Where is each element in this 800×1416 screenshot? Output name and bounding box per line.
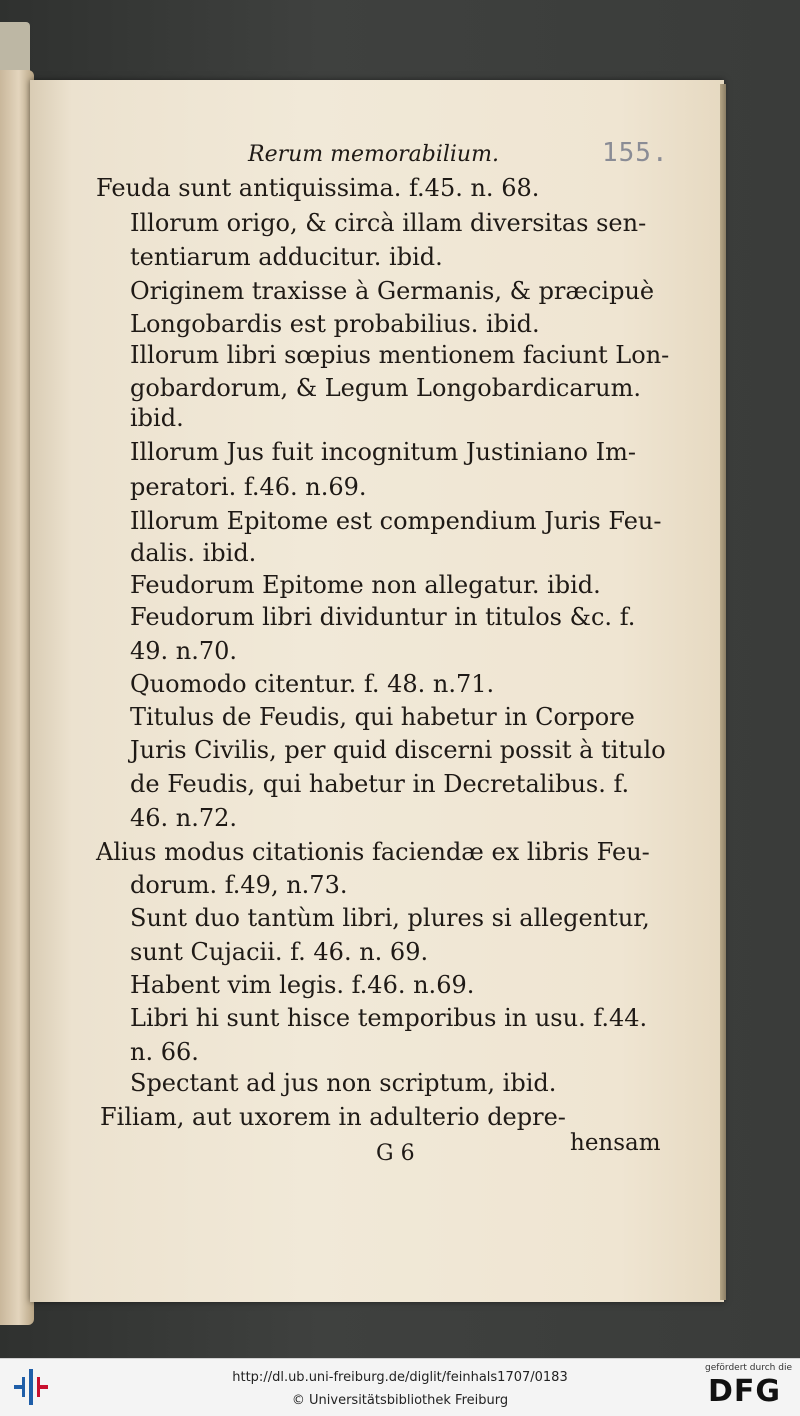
- index-line: Titulus de Feudis, qui habetur in Corpore: [130, 703, 635, 731]
- index-line: gobardorum, & Legum Longobardicarum.: [130, 374, 641, 402]
- index-line: Juris Civilis, per quid discerni possit à titulo: [130, 736, 666, 764]
- index-line: Feudorum libri dividuntur in titulos &c. f.: [130, 603, 636, 631]
- index-line: de Feudis, qui habetur in Decretalibus. f.: [130, 770, 630, 798]
- index-line: sunt Cujacii. f. 46. n. 69.: [130, 938, 429, 966]
- running-header: Rerum memorabilium.: [248, 142, 499, 167]
- signature-mark: G 6: [376, 1141, 415, 1166]
- page-fore-edge: [720, 84, 726, 1300]
- index-line: ibid.: [130, 404, 184, 432]
- index-line: Illorum origo, & circà illam diversitas sen-: [130, 209, 647, 237]
- index-line: n. 66.: [130, 1038, 199, 1066]
- funded-by-label: gefördert durch die: [705, 1363, 792, 1373]
- folio-annotation: 155.: [602, 138, 669, 168]
- index-line: Illorum libri sœpius mentionem faciunt Lon-: [130, 341, 670, 369]
- index-line: Illorum Jus fuit incognitum Justiniano Im-: [130, 438, 636, 466]
- index-line: Illorum Epitome est compendium Juris Feu-: [130, 507, 662, 535]
- index-line: Habent vim legis. f.46. n.69.: [130, 971, 475, 999]
- index-line: Originem traxisse à Germanis, & præcipuè: [130, 277, 655, 305]
- index-line: Feuda sunt antiquissima. f.45. n. 68.: [96, 174, 540, 202]
- index-line: Quomodo citentur. f. 48. n.71.: [130, 670, 495, 698]
- catchword: hensam: [570, 1130, 661, 1156]
- index-line: 46. n.72.: [130, 804, 238, 832]
- index-line: Feudorum Epitome non allegatur. ibid.: [130, 571, 601, 599]
- index-line: Filiam, aut uxorem in adulterio depre-: [100, 1103, 566, 1131]
- copyright-notice: © Universitätsbibliothek Freiburg: [291, 1393, 509, 1408]
- index-line: 49. n.70.: [130, 637, 238, 665]
- index-line: dorum. f.49, n.73.: [130, 871, 348, 899]
- facing-page-edge: [0, 70, 34, 1325]
- index-line: Longobardis est probabilius. ibid.: [130, 310, 540, 338]
- dfg-logo: DFG: [708, 1374, 782, 1409]
- permalink[interactable]: http://dl.ub.uni-freiburg.de/diglit/feinhals1707/0183: [232, 1370, 568, 1385]
- index-line: tentiarum adducitur. ibid.: [130, 243, 443, 271]
- index-line: Spectant ad jus non scriptum, ibid.: [130, 1069, 557, 1097]
- index-line: peratori. f.46. n.69.: [130, 473, 367, 501]
- index-line: dalis. ibid.: [130, 539, 257, 567]
- book-cover-edge: [0, 22, 30, 74]
- index-line: Alius modus citationis faciendæ ex libris Feu-: [96, 838, 650, 866]
- index-line: Libri hi sunt hisce temporibus in usu. f.44.: [130, 1004, 648, 1032]
- index-line: Sunt duo tantùm libri, plures si allegentur,: [130, 904, 650, 932]
